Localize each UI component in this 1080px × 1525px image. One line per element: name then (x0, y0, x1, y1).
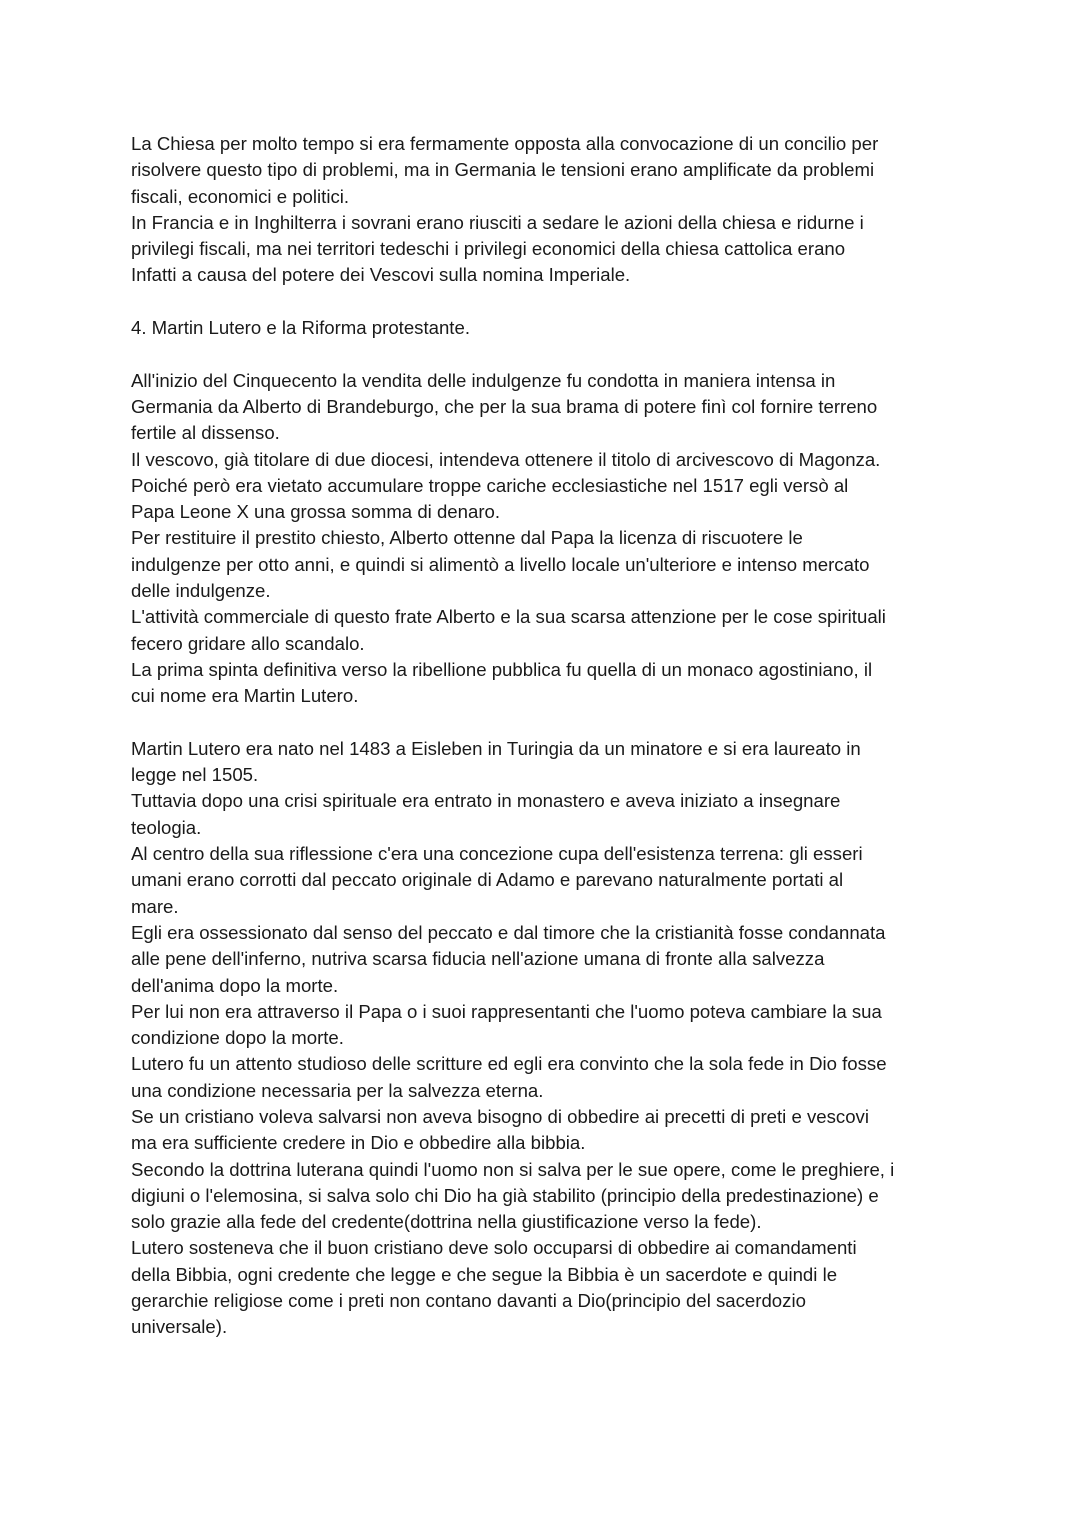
text-line: gerarchie religiose come i preti non contano davanti a Dio(principio del sacerdozio (131, 1290, 806, 1312)
text-line: indulgenze per otto anni, e quindi si alimentò a livello locale un'ulteriore e intenso mercato (131, 553, 870, 575)
text-line: fiscali, economici e politici. (131, 185, 350, 207)
text-line: All'inizio del Cinquecento la vendita delle indulgenze fu condotta in maniera intensa in (131, 369, 836, 391)
text-line: Per restituire il prestito chiesto, Alberto ottenne dal Papa la licenza di riscuotere le (131, 527, 803, 549)
text-line: ma era sufficiente credere in Dio e obbedire alla bibbia. (131, 1132, 586, 1154)
text-line: teologia. (131, 816, 202, 838)
text-line: La Chiesa per molto tempo si era fermamente opposta alla convocazione di un concilio per (131, 133, 879, 154)
text-line: Infatti a causa del potere dei Vescovi sulla nomina Imperiale. (131, 264, 631, 286)
text-line: Egli era ossessionato dal senso del peccato e dal timore che la cristianità fosse condannata (131, 921, 886, 943)
text-line: Al centro della sua riflessione c'era una concezione cupa dell'esistenza terrena: gli esseri (131, 843, 863, 865)
text-line: digiuni o l'elemosina, si salva solo chi Dio ha già stabilito (principio della predestinazione) e (131, 1184, 879, 1206)
section-heading: 4. Martin Lutero e la Riforma protestante. (131, 317, 470, 339)
text-line: In Francia e in Inghilterra i sovrani erano riusciti a sedare le azioni della chiesa e ridurne i (131, 211, 864, 233)
text-line: Papa Leone X una grossa somma di denaro. (131, 501, 501, 523)
paragraph-spacer (131, 289, 961, 315)
text-line: universale). (131, 1316, 228, 1338)
text-line: Per lui non era attraverso il Papa o i suoi rappresentanti che l'uomo poteva cambiare la sua (131, 1000, 882, 1022)
text-line: Martin Lutero era nato nel 1483 a Eisleben in Turingia da un minatore e si era laureato in (131, 737, 861, 759)
text-line: una condizione necessaria per la salvezza eterna. (131, 1079, 544, 1101)
text-line: alle pene dell'inferno, nutriva scarsa fiducia nell'azione umana di fronte alla salvezza (131, 948, 825, 970)
text-line: umani erano corrotti dal peccato originale di Adamo e parevano naturalmente portati al (131, 869, 844, 891)
text-line: Il vescovo, già titolare di due diocesi, intendeva ottenere il titolo di arcivescovo di Magonza. (131, 448, 881, 470)
text-line: L'attività commerciale di questo frate Alberto e la sua scarsa attenzione per le cose spirituali (131, 606, 886, 628)
text-line: dell'anima dopo la morte. (131, 974, 339, 996)
text-line: legge nel 1505. (131, 764, 259, 786)
text-line: cui nome era Martin Lutero. (131, 685, 359, 707)
text-line: La prima spinta definitiva verso la ribellione pubblica fu quella di un monaco agostiniano, il (131, 658, 873, 680)
paragraph-spacer (131, 710, 961, 736)
text-line: fecero gridare allo scandalo. (131, 632, 365, 654)
text-line: fertile al dissenso. (131, 422, 280, 444)
document-body (131, 131, 961, 1341)
text-line: privilegi fiscali, ma nei territori tedeschi i privilegi economici della chiesa cattolica erano (131, 238, 846, 260)
text-line: Lutero sosteneva che il buon cristiano deve solo occuparsi di obbedire ai comandamenti (131, 1237, 857, 1259)
text-line: condizione dopo la morte. (131, 1027, 344, 1049)
text-line: Tuttavia dopo una crisi spirituale era entrato in monastero e aveva iniziato a insegnare (131, 790, 841, 812)
text-line: Lutero fu un attento studioso delle scritture ed egli era convinto che la sola fede in Dio fosse (131, 1053, 887, 1075)
text-line: delle indulgenze. (131, 580, 271, 602)
text-line: Se un cristiano voleva salvarsi non aveva bisogno di obbedire ai precetti di preti e vescovi (131, 1105, 869, 1127)
text-line: mare. (131, 895, 179, 917)
text-line: Secondo la dottrina luterana quindi l'uomo non si salva per le sue opere, come le preghiere, i (131, 1158, 895, 1180)
text-line: Germania da Alberto di Brandeburgo, che per la sua brama di potere finì col fornire terreno (131, 395, 878, 417)
text-line: solo grazie alla fede del credente(dottrina nella giustificazione verso la fede). (131, 1211, 762, 1233)
text-line: della Bibbia, ogni credente che legge e che segue la Bibbia è un sacerdote e quindi le (131, 1263, 838, 1285)
paragraph-spacer (131, 341, 961, 367)
text-line: Poiché però era vietato accumulare troppe cariche ecclesiastiche nel 1517 egli versò al (131, 474, 849, 496)
text-line: risolvere questo tipo di problemi, ma in Germania le tensioni erano amplificate da problemi (131, 159, 875, 181)
